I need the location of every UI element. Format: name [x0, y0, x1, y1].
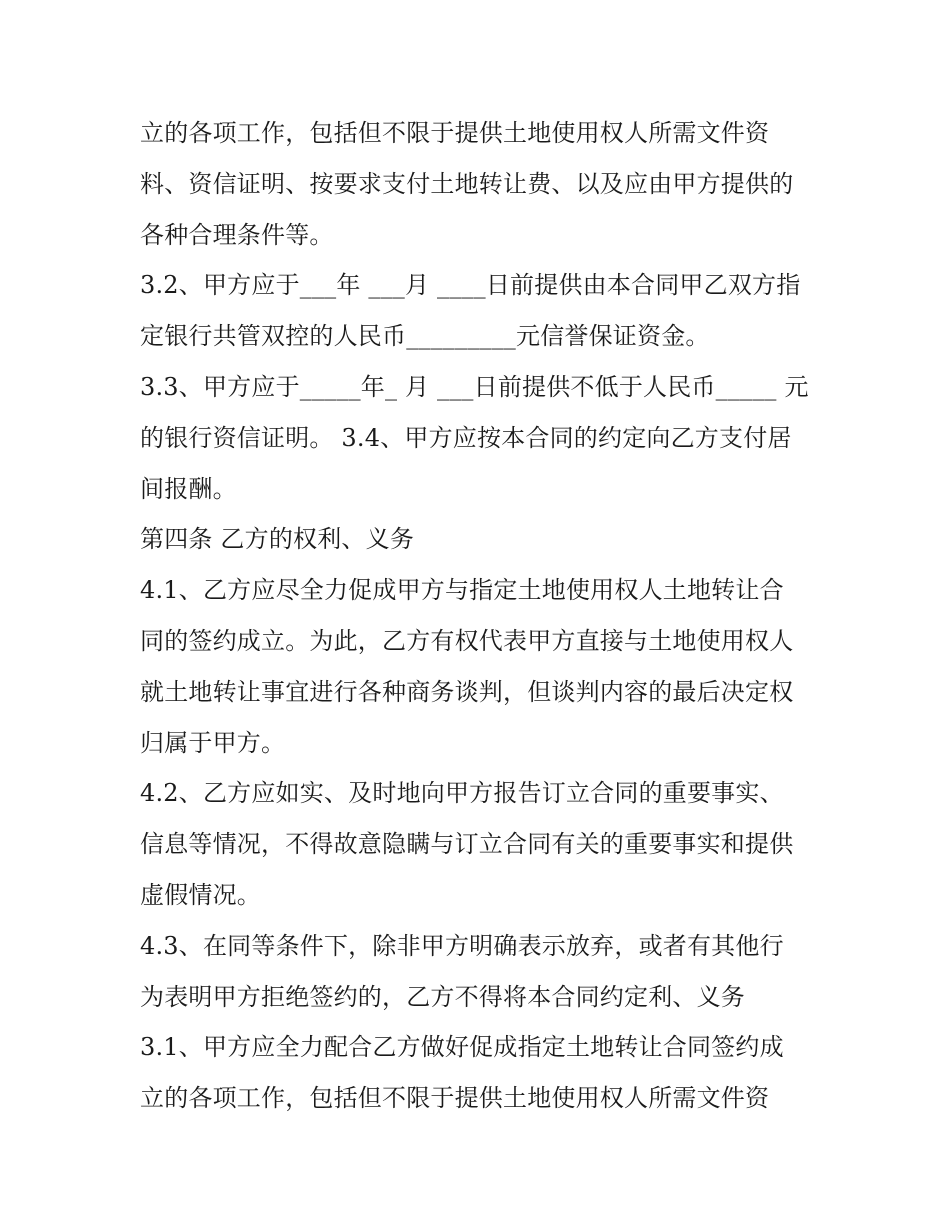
text-line: 信息等情况，不得故意隐瞒与订立合同有关的重要事实和提供 [140, 830, 794, 859]
text-line: 3.3、甲方应于_____年_ 月 ___日前提供不低于人民币_____ 元 [140, 372, 809, 401]
text-line: 4.2、乙方应如实、及时地向甲方报告订立合同的重要事实、 [140, 779, 784, 808]
text-line: 虚假情况。 [140, 880, 261, 909]
text-line: 间报酬。 [140, 474, 237, 503]
text-line: 各种合理条件等。 [140, 220, 334, 249]
document-body [140, 108, 820, 1124]
text-line: 的银行资信证明。 3.4、甲方应按本合同的约定向乙方支付居 [140, 423, 792, 452]
text-line: 4.3、在同等条件下，除非甲方明确表示放弃，或者有其他行 [140, 931, 784, 960]
text-line: 4.1、乙方应尽全力促成甲方与指定土地使用权人土地转让合 [140, 576, 784, 605]
text-line: 3.1、甲方应全力配合乙方做好促成指定土地转让合同签约成 [140, 1033, 784, 1062]
text-line: 料、资信证明、按要求支付土地转让费、以及应由甲方提供的 [140, 169, 794, 198]
text-line: 立的各项工作，包括但不限于提供土地使用权人所需文件资 [140, 119, 770, 147]
text-line: 同的签约成立。为此，乙方有权代表甲方直接与土地使用权人 [140, 626, 794, 655]
text-line: 为表明甲方拒绝签约的，乙方不得将本合同约定利、义务 [140, 982, 745, 1011]
text-line: 归属于甲方。 [140, 728, 286, 757]
text-line: 立的各项工作，包括但不限于提供土地使用权人所需文件资 [140, 1084, 770, 1113]
text-line: 就土地转让事宜进行各种商务谈判，但谈判内容的最后决定权 [140, 677, 794, 706]
text-line: 3.2、甲方应于___年 ___月 ____日前提供由本合同甲乙双方指 [140, 271, 801, 300]
text-line: 定银行共管双控的人民币_________元信誉保证资金。 [140, 322, 710, 351]
section-heading: 第四条 乙方的权利、义务 [140, 525, 415, 554]
